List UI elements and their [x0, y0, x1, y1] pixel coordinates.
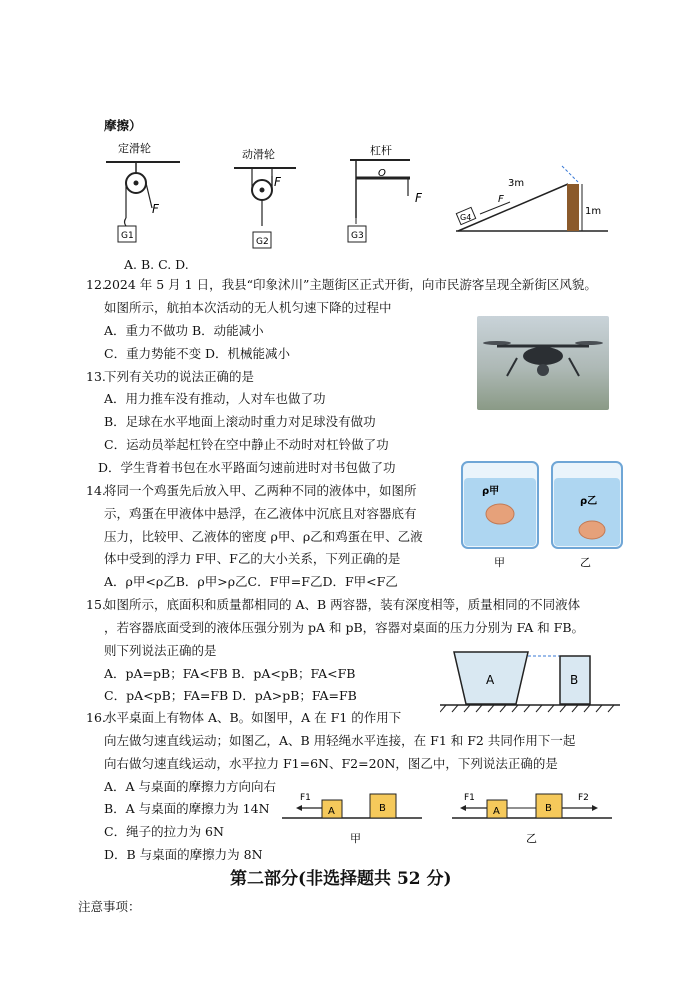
q16-option-b: B．A 与桌面的摩擦力为 14N: [104, 801, 270, 816]
q12-number: 12.: [86, 277, 106, 292]
container-b-label: B: [570, 673, 579, 687]
q13-number: 13.: [86, 369, 106, 384]
rho-yi-label: ρ乙: [580, 496, 598, 507]
incline-support: [567, 184, 579, 231]
q15-number: 15.: [86, 597, 106, 612]
q14-number: 14.: [86, 483, 106, 498]
q14-options: A．ρ甲<ρ乙B．ρ甲>ρ乙C．F甲=F乙D．F甲<F乙: [104, 574, 398, 589]
fig-jia-label: 甲: [350, 832, 361, 845]
q15-options-ab: A．pA=pB；FA<FB B．pA<pB；FA<FB: [104, 666, 356, 681]
movable-force-label: F: [274, 175, 281, 189]
yi-f2-label: F2: [578, 793, 589, 803]
q12-options-ab: A．重力不做功 B．动能减小: [104, 323, 264, 338]
q13-option-a: A．用力推车没有推动，人对车也做了功: [104, 391, 326, 406]
g2-label: G2: [256, 237, 269, 247]
q16-option-d: D．B 与桌面的摩擦力为 8N: [104, 847, 263, 862]
yi-f1-label: F1: [464, 793, 475, 803]
g3-label: G3: [351, 231, 364, 241]
section-title: 第二部分(非选择题共 52 分): [230, 869, 452, 889]
q13-option-c: C．运动员举起杠铃在空中静止不动时对杠铃做了功: [104, 437, 389, 452]
q15-line3: 则下列说法正确的是: [104, 643, 217, 658]
q11-figures: [100, 138, 620, 256]
g1-label: G1: [121, 231, 134, 241]
fixed-pulley-label: 定滑轮: [118, 142, 151, 155]
egg-yi: [579, 521, 605, 539]
movable-pulley-label: 动滑轮: [242, 148, 275, 161]
fixed-force-label: F: [152, 202, 159, 216]
q14-line3: 压力，比较甲、乙液体的密度 ρ甲、ρ乙和鸡蛋在甲、乙液: [104, 529, 423, 544]
q15-line2: ，若容器底面受到的液体压强分别为 pA 和 pB，容器对桌面的压力分别为 FA 和 FB。: [104, 620, 585, 635]
q16-option-a: A．A 与桌面的摩擦力方向向右: [104, 779, 277, 794]
q16-line1: 水平桌面上有物体 A、B。如图甲，A 在 F1 的作用下: [104, 710, 402, 725]
fig-yi-label: 乙: [526, 832, 537, 845]
q16-figures: [282, 786, 612, 848]
q16-line2: 向左做匀速直线运动；如图乙，A、B 用轻绳水平连接，在 F1 和 F2 共同作用下一起: [104, 733, 576, 748]
egg-jia: [486, 504, 514, 524]
q15-line1: 如图所示，底面积和质量都相同的 A、B 两容器，装有深度相等，质量相同的不同液体: [104, 597, 581, 612]
top-fragment: 摩擦）: [104, 118, 142, 133]
q15-options-cd: C．pA<pB；FA=FB D．pA>pB；FA=FB: [104, 688, 357, 703]
q12-options-cd: C．重力势能不变 D．机械能减小: [104, 346, 291, 361]
q12-line2: 如图所示，航拍本次活动的无人机匀速下降的过程中: [104, 300, 392, 315]
q13-option-b: B．足球在水平地面上滚动时重力对足球没有做功: [104, 414, 376, 429]
q13-option-d: D．学生背着书包在水平路面匀速前进时对书包做了功: [98, 460, 396, 475]
drone-icon: [477, 316, 609, 410]
q14-line4: 体中受到的浮力 F甲、F乙的大小关系，下列正确的是: [104, 551, 401, 566]
incline-length: 3m: [508, 178, 525, 189]
beaker-yi-label: 乙: [580, 556, 591, 569]
jia-block-b-label: B: [379, 803, 386, 814]
q15-containers: [440, 648, 620, 718]
notice-label: 注意事项：: [78, 899, 141, 914]
incline-height: 1m: [585, 206, 602, 217]
lever-force-label: F: [415, 191, 422, 205]
jia-block-a-label: A: [328, 806, 335, 817]
pivot-label: O: [378, 168, 386, 179]
yi-block-a-label: A: [493, 806, 500, 817]
incline-force-label: F: [498, 194, 504, 205]
rho-jia-label: ρ甲: [482, 486, 500, 497]
container-a-label: A: [486, 673, 495, 687]
q16-option-c: C．绳子的拉力为 6N: [104, 824, 224, 839]
q14-line1: 将同一个鸡蛋先后放入甲、乙两种不同的液体中，如图所: [104, 483, 417, 498]
lever-label: 杠杆: [370, 144, 392, 157]
q16-number: 16.: [86, 710, 106, 725]
yi-block-b-label: B: [545, 803, 552, 814]
g4-label: G4: [460, 213, 472, 222]
q11-choices: A. B. C. D.: [124, 257, 189, 272]
drone-photo: [477, 316, 609, 410]
beaker-jia-label: 甲: [494, 556, 505, 569]
q12-line1: 2024 年 5 月 1 日，我县“印象沭川”主题街区正式开街，向市民游客呈现全新街区风貌。: [104, 277, 597, 292]
q13-stem: 下列有关功的说法正确的是: [104, 369, 255, 384]
q14-line2: 示，鸡蛋在甲液体中悬浮，在乙液体中沉底且对容器底有: [104, 506, 417, 521]
jia-f1-label: F1: [300, 793, 311, 803]
q16-line3: 向右做匀速直线运动，水平拉力 F1=6N、F2=20N，图乙中，下列说法正确的是: [104, 756, 558, 771]
q14-beakers: [456, 458, 626, 570]
